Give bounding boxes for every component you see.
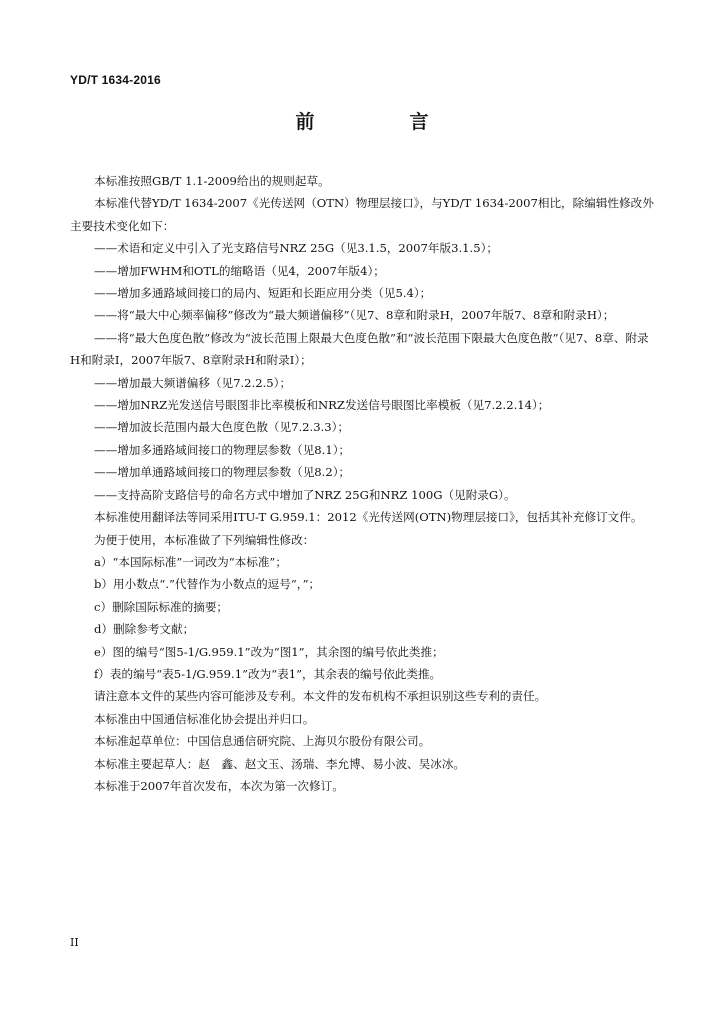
list-item: ——增加单通路域间接口的物理层参数（见8.2）； [94,465,351,480]
list-item: ——增加波长范围内最大色度色散（见7.2.3.3）； [94,420,350,435]
paragraph: 本标准代替YD/T 1634-2007《光传送网（OTN）物理层接口》，与YD/T 1634-2007相比，除编辑性修改外主要技术变化如下： [70,196,654,233]
list-item: c）删除国际标准的摘要； [94,599,229,614]
list-item: ——增加多通路域间接口的局内、短距和长距应用分类（见5.4）； [94,286,432,301]
list-item: ——将“最大色度色散”修改为“波长范围上限最大色度色散”和“波长范围下限最大色度色散”（见7、8章、附录H和附录I，2007年版7、8章附录H和附录I）； [70,330,649,368]
paragraph: 请注意本文件的某些内容可能涉及专利。本文件的发布机构不承担识别这些专利的责任。 [94,689,547,704]
list-item: a）“本国际标准”一词改为“本标准”； [94,554,287,569]
list-item: ——支持高阶支路信号的命名方式中增加了NRZ 25G和NRZ 100G（见附录G）。 [94,487,516,502]
list-item: f）表的编号“表5-1/G.959.1”改为“表1”，其余表的编号依此类推。 [94,666,442,681]
list-item: d）删除参考文献； [94,622,195,637]
list-item: ——将“最大中心频率偏移”修改为“最大频谱偏移”（见7、8章和附录H，2007年版7、8章和附录H）； [94,308,615,323]
paragraph: 本标准使用翻译法等同采用ITU-T G.959.1：2012《光传送网(OTN)物理层接口》，包括其补充修订文件。 [94,510,643,525]
list-item: ——增加NRZ光发送信号眼图非比率模板和NRZ发送信号眼图比率模板（见7.2.2.14）； [94,398,550,413]
paragraph: 本标准于2007年首次发布，本次为第一次修订。 [94,778,344,793]
list-item: ——增加最大频谱偏移（见7.2.2.5）； [94,375,292,390]
paragraph: 本标准主要起草人：赵 鑫、赵文玉、汤瑞、李允博、易小波、吴冰冰。 [94,756,466,771]
document-code: YD/T 1634-2016 [70,73,161,87]
paragraph: 本标准起草单位：中国信息通信研究院、上海贝尔股份有限公司。 [94,734,431,749]
paragraph: 本标准按照GB/T 1.1-2009给出的规则起草。 [94,174,330,188]
list-item: b）用小数点“.”代替作为小数点的逗号“，”； [94,577,321,592]
list-item: ——增加FWHM和OTL的缩略语（见4，2007年版4）； [94,263,385,278]
page-title: 前 言 [295,111,467,133]
list-item: ——增加多通路域间接口的物理层参数（见8.1）； [94,442,351,457]
page-number: II [70,936,79,949]
paragraph: 为便于使用，本标准做了下列编辑性修改： [94,532,315,547]
paragraph: 本标准由中国通信标准化协会提出并归口。 [94,711,315,726]
list-item: ——术语和定义中引入了光支路信号NRZ 25G（见3.1.5，2007年版3.1.5）； [94,241,498,256]
list-item: e）图的编号“图5-1/G.959.1”改为“图1”，其余图的编号依此类推； [94,644,444,659]
foreword-body [70,170,658,797]
